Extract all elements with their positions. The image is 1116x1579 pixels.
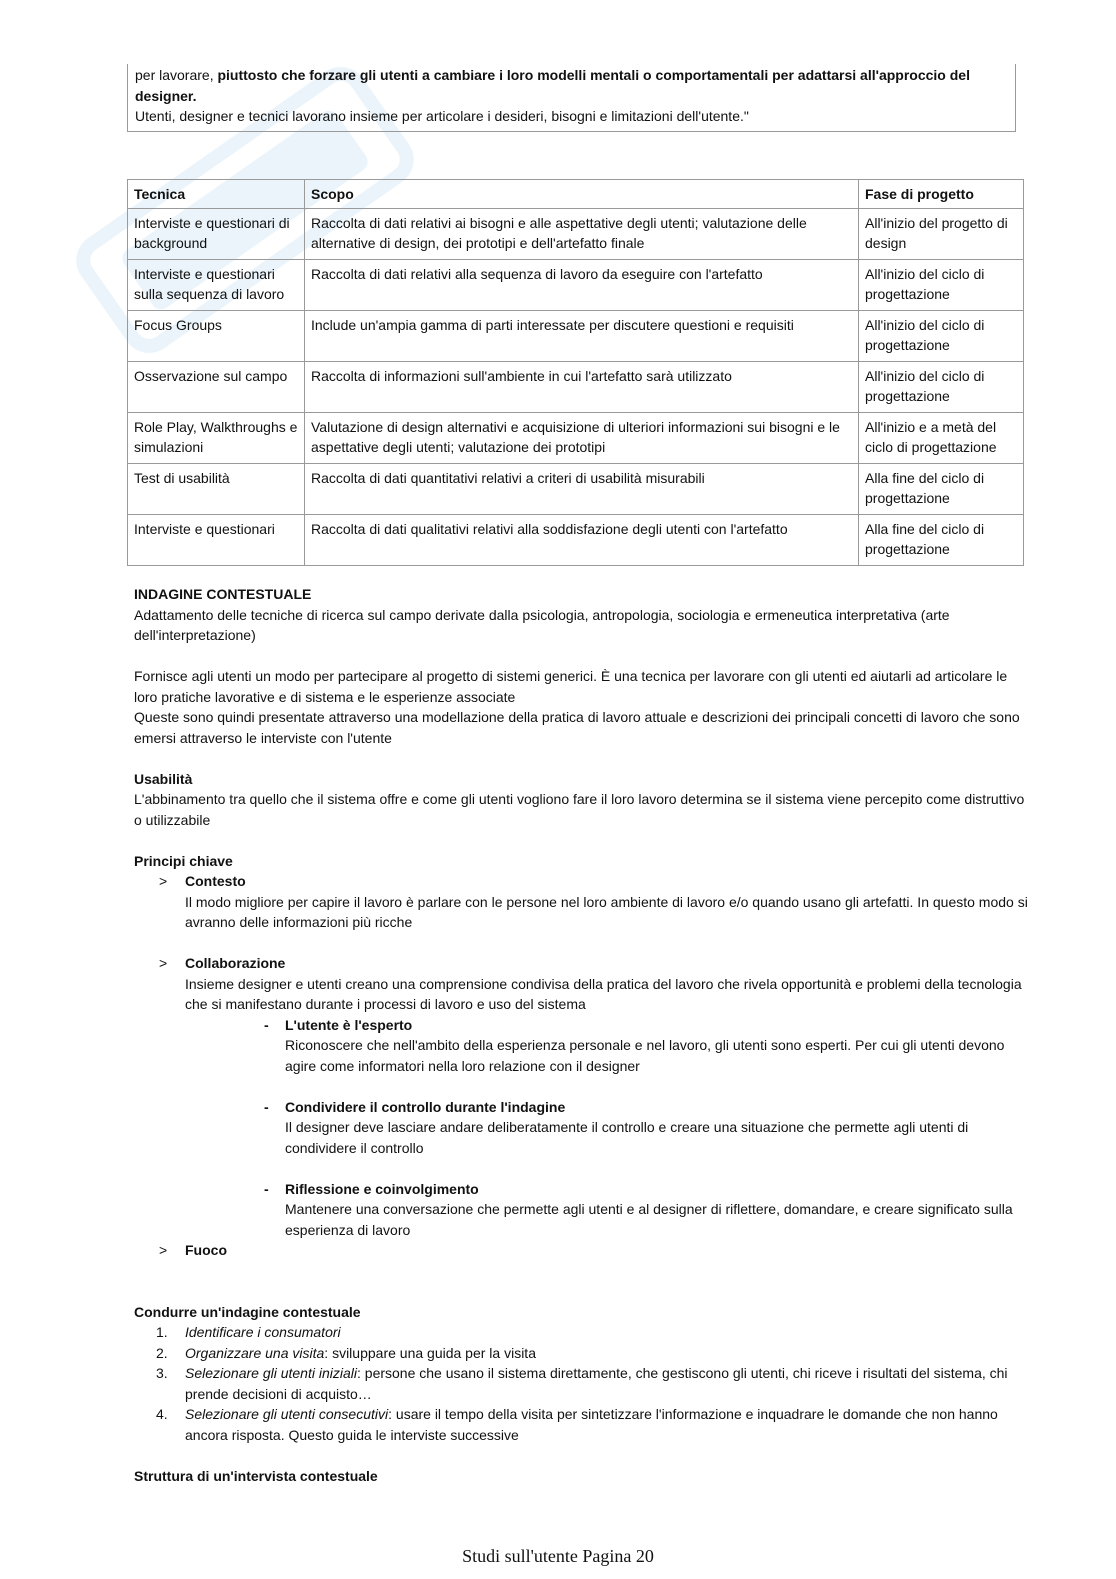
principle-title: Collaborazione [185, 955, 286, 971]
cell-fase: All'inizio del ciclo di progettazione [859, 259, 1024, 310]
list-item-emphasis: Organizzare una visita [185, 1344, 325, 1361]
list-item [134, 1343, 1029, 1364]
section-title-indagine: INDAGINE CONTESTUALE [134, 586, 312, 602]
paragraph: Queste sono quindi presentate attraverso una modellazione della pratica di lavoro attuale e descrizioni dei principali concetti di lavoro che sono emersi attraverso le interviste con l'utente [134, 709, 1020, 746]
sub-principle-text: Il designer deve lasciare andare deliberatamente il controllo e creare una situazione che permette agli utenti di condividere il controllo [285, 1119, 969, 1156]
principle-fuoco [134, 1240, 1029, 1261]
list-number: 1. [156, 1324, 168, 1340]
cell-scopo: Raccolta di dati qualitativi relativi alla soddisfazione degli utenti con l'artefatto [305, 514, 859, 565]
page-footer: Studi sull'utente Pagina 20 [462, 1546, 654, 1566]
list-item-emphasis: Identificare i consumatori [185, 1324, 341, 1340]
paragraph: L'abbinamento tra quello che il sistema offre e come gli utenti vogliono fare il loro lavoro determina se il sistema viene percepito come distruttivo o utilizzabile [134, 791, 1025, 828]
section-title-struttura: Struttura di un'intervista contestuale [134, 1467, 378, 1484]
table-header-row [128, 180, 1024, 209]
sub-principle [134, 1097, 1029, 1159]
table-row [128, 412, 1024, 463]
cell-scopo: Valutazione di design alternativi e acquisizione di ulteriori informazioni sui bisogni e le aspettative degli utenti; valutazione dei prototipi [305, 412, 859, 463]
dash-marker: - [264, 1180, 269, 1197]
cell-scopo: Include un'ampia gamma di parti interessate per discutere questioni e requisiti [305, 310, 859, 361]
list-number: 3. [156, 1365, 168, 1381]
main-content [134, 584, 1029, 1486]
cell-fase: All'inizio del ciclo di progettazione [859, 361, 1024, 412]
bullet-marker: > [159, 873, 168, 889]
list-item [134, 1363, 1029, 1404]
table-row [128, 208, 1024, 259]
header-fase: Fase di progetto [859, 180, 1024, 209]
cell-tecnica: Osservazione sul campo [128, 361, 305, 412]
cell-tecnica: Interviste e questionari sulla sequenza di lavoro [128, 259, 305, 310]
techniques-table [127, 179, 1024, 566]
cell-tecnica: Test di usabilità [128, 463, 305, 514]
cell-scopo: Raccolta di dati relativi ai bisogni e alle aspettative degli utenti; valutazione delle alternative di design, dei prototipi e dell'artefatto finale [305, 208, 859, 259]
principle-title: Fuoco [185, 1242, 227, 1258]
header-tecnica: Tecnica [128, 180, 305, 209]
cell-tecnica: Focus Groups [128, 310, 305, 361]
sub-principle-title: Condividere il controllo durante l'indagine [285, 1098, 566, 1115]
principle-text: Il modo migliore per capire il lavoro è parlare con le persone nel loro ambiente di lavoro e/o quando usano gli artefatti. In questo modo si avranno delle informazioni più ricche [185, 893, 1028, 930]
sub-principle [134, 1179, 1029, 1241]
principle-title: Contesto [185, 873, 246, 889]
sub-principle-text: Riconoscere che nell'ambito della esperienza personale e nel lavoro, gli utenti sono esperti. Per cui gli utenti devono agire come informatori nella loro relazione con il designer [285, 1037, 1005, 1074]
cell-tecnica: Interviste e questionari di background [128, 208, 305, 259]
table-row [128, 361, 1024, 412]
list-item [134, 1404, 1029, 1445]
cell-fase: Alla fine del ciclo di progettazione [859, 463, 1024, 514]
table-row [128, 514, 1024, 565]
principle-collaborazione [134, 953, 1029, 1015]
cell-scopo: Raccolta di informazioni sull'ambiente in cui l'artefatto sarà utilizzato [305, 361, 859, 412]
list-number: 4. [156, 1406, 168, 1422]
cell-fase: All'inizio e a metà del ciclo di progettazione [859, 412, 1024, 463]
principle-contesto [134, 871, 1029, 933]
sub-principle-title: L'utente è l'esperto [285, 1016, 413, 1033]
sub-principle [134, 1015, 1029, 1077]
section-title-usabilita: Usabilità [134, 770, 193, 787]
bullet-marker: > [159, 1242, 168, 1258]
bullet-marker: > [159, 955, 168, 971]
list-item-text: : usare il tempo della visita per sintetizzare l'informazione e inquadrare le domande che non hanno ancora risposta. Questo guida le interviste successive [185, 1406, 998, 1443]
list-item [134, 1322, 1029, 1343]
list-item-emphasis: Selezionare gli utenti consecutivi [185, 1406, 389, 1422]
intro-line-2: Utenti, designer e tecnici lavorano insieme per articolare i desideri, bisogni e limitazioni dell'utente." [135, 108, 749, 124]
principle-text: Insieme designer e utenti creano una comprensione condivisa della pratica del lavoro che rivela opportunità e problemi della tecnologia che si manifestano durante i processi di lavoro e uso del sistema [185, 975, 1022, 1012]
cell-fase: All'inizio del progetto di design [859, 208, 1024, 259]
cell-fase: Alla fine del ciclo di progettazione [859, 514, 1024, 565]
intro-line-1: per lavorare, piuttosto che forzare gli utenti a cambiare i loro modelli mentali o comportamentali per adattarsi all'approccio del designer. [135, 67, 970, 104]
cell-tecnica: Interviste e questionari [128, 514, 305, 565]
dash-marker: - [264, 1098, 269, 1115]
dash-marker: - [264, 1016, 269, 1033]
table-row [128, 259, 1024, 310]
paragraph: Adattamento delle tecniche di ricerca sul campo derivate dalla psicologia, antropologia, sociologia e ermeneutica interpretativa (arte dell'interpretazione) [134, 606, 950, 643]
table-row [128, 310, 1024, 361]
list-number: 2. [156, 1344, 168, 1361]
cell-scopo: Raccolta di dati relativi alla sequenza di lavoro da eseguire con l'artefatto [305, 259, 859, 310]
list-item-text: : persone che usano il sistema direttamente, che gestiscono gli utenti, chi riceve i risultati del sistema, chi prende decisioni di acquisto… [185, 1365, 1008, 1402]
section-title-principi: Principi chiave [134, 852, 233, 869]
sub-principle-title: Riflessione e coinvolgimento [285, 1180, 479, 1197]
cell-tecnica: Role Play, Walkthroughs e simulazioni [128, 412, 305, 463]
sub-principle-text: Mantenere una conversazione che permette agli utenti e al designer di riflettere, domandare, e creare significato sulla esperienza di lavoro [285, 1201, 1013, 1238]
quote-box [127, 64, 1016, 132]
table-row [128, 463, 1024, 514]
list-item-text: : sviluppare una guida per la visita [324, 1344, 536, 1361]
header-scopo: Scopo [305, 180, 859, 209]
cell-scopo: Raccolta di dati quantitativi relativi a criteri di usabilità misurabili [305, 463, 859, 514]
list-item-emphasis: Selezionare gli utenti iniziali [185, 1365, 357, 1381]
cell-fase: All'inizio del ciclo di progettazione [859, 310, 1024, 361]
section-title-condurre: Condurre un'indagine contestuale [134, 1303, 361, 1320]
paragraph: Fornisce agli utenti un modo per partecipare al progetto di sistemi generici. È una tecnica per lavorare con gli utenti ed aiutarli ad articolare le loro pratiche lavorative e di sistema e le esperienze associate [134, 668, 1008, 705]
